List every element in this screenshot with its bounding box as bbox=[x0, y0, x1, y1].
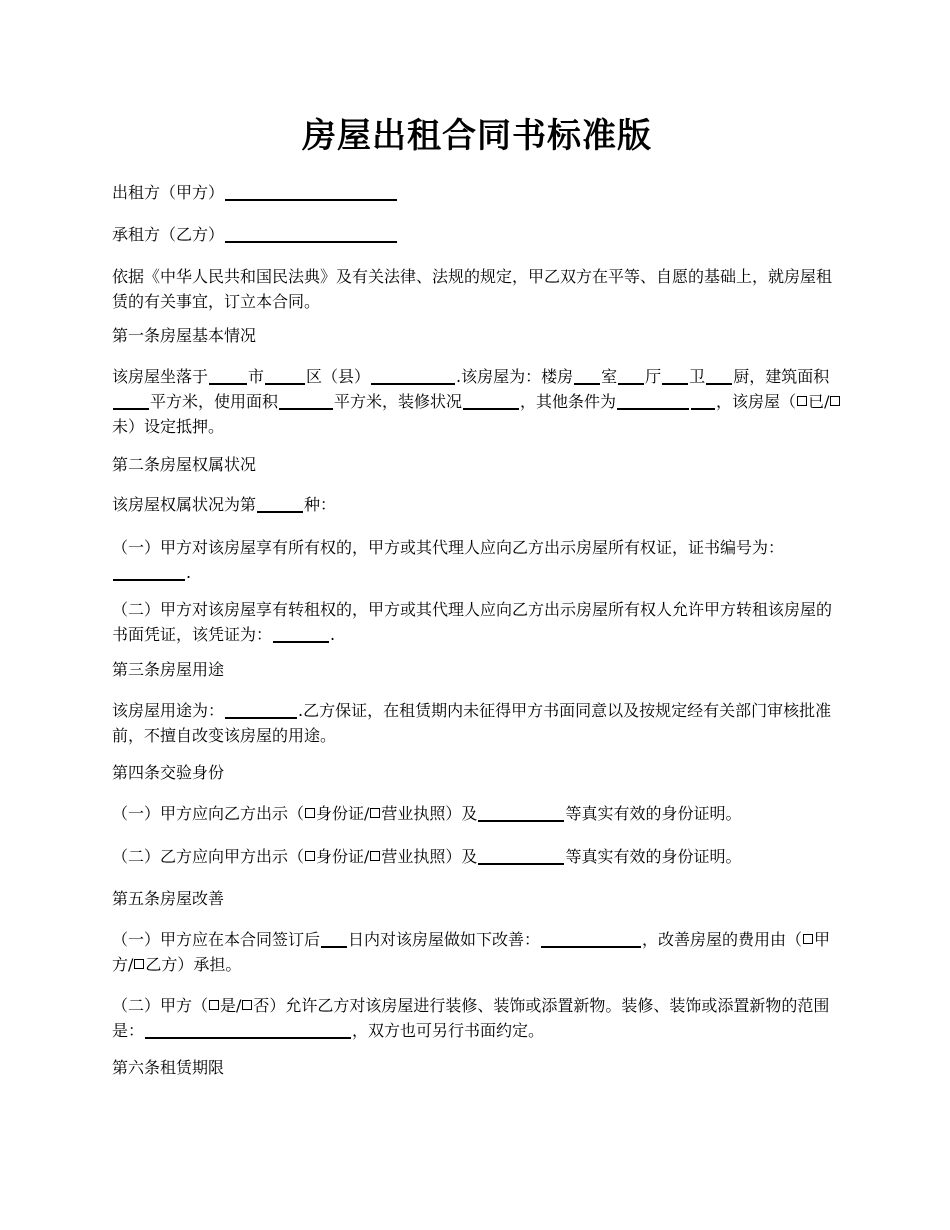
text: .乙方保证，在租赁期内未征得甲方书面同意以及按规定经有关部门审核批准前，不擅自改变该房屋的用途。 bbox=[112, 701, 832, 745]
text: 卫 bbox=[689, 367, 706, 386]
article-2-item-2 bbox=[112, 597, 842, 647]
article-5-item-2 bbox=[112, 993, 842, 1043]
article-4-item-2 bbox=[112, 844, 842, 869]
article-2-item-1 bbox=[112, 535, 842, 585]
article-4-item-1 bbox=[112, 801, 842, 826]
address-blank bbox=[371, 366, 455, 385]
lessee-id-blank bbox=[478, 846, 564, 865]
article-2-heading: 第二条房屋权属状况 bbox=[112, 455, 257, 474]
article-1-body bbox=[112, 364, 842, 439]
article-2-type-line bbox=[112, 492, 842, 517]
text: ，其他条件为 bbox=[520, 392, 617, 411]
lessee-line bbox=[112, 222, 842, 247]
text: 厅 bbox=[645, 367, 662, 386]
article-3-body bbox=[112, 698, 842, 748]
text: 厨，建筑面积 bbox=[733, 367, 830, 386]
lessor-id-blank bbox=[478, 803, 564, 822]
text: 平方米，装修状况 bbox=[334, 392, 463, 411]
checkbox-icon bbox=[305, 808, 315, 818]
text: ，改善房屋的费用由（ bbox=[642, 930, 803, 949]
article-5-item-1 bbox=[112, 927, 842, 977]
text: ，双方也可另行书面约定。 bbox=[352, 1021, 545, 1040]
rooms-blank bbox=[574, 366, 600, 385]
other-conditions-blank-cont bbox=[691, 391, 715, 410]
text: 种： bbox=[304, 495, 337, 514]
checkbox-icon bbox=[134, 959, 144, 969]
building-area-blank bbox=[113, 391, 149, 410]
text: ，该房屋（ bbox=[716, 392, 797, 411]
text: （一）甲方应向乙方出示（ bbox=[112, 804, 305, 823]
text: 等真实有效的身份证明。 bbox=[565, 847, 742, 866]
text: 身份证/ bbox=[316, 804, 370, 823]
article-6-heading: 第六条租赁期限 bbox=[112, 1058, 225, 1077]
decoration-blank bbox=[463, 391, 519, 410]
text: . bbox=[330, 625, 336, 644]
text: （一）甲方对该房屋享有所有权的，甲方或其代理人应向乙方出示房屋所有权证，证书编号为： bbox=[112, 538, 785, 557]
lessee-label: 承租方（乙方） bbox=[112, 225, 225, 244]
usable-area-blank bbox=[279, 391, 333, 410]
text: 市 bbox=[248, 367, 265, 386]
text: 等真实有效的身份证明。 bbox=[565, 804, 742, 823]
text: 身份证/ bbox=[316, 847, 370, 866]
intro-paragraph: 依据《中华人民共和国民法典》及有关法律、法规的规定，甲乙双方在平等、自愿的基础上，就房屋租赁的有关事宜，订立本合同。 bbox=[112, 267, 833, 311]
checkbox-icon bbox=[305, 851, 315, 861]
text: 乙方）承担。 bbox=[145, 955, 242, 974]
checkbox-icon bbox=[209, 1000, 219, 1010]
halls-blank bbox=[618, 366, 644, 385]
text: （一）甲方应在本合同签订后 bbox=[112, 930, 321, 949]
article-5-heading: 第五条房屋改善 bbox=[112, 889, 225, 908]
improvement-blank bbox=[541, 929, 641, 948]
article-3-heading: 第三条房屋用途 bbox=[112, 660, 225, 679]
text: 营业执照）及 bbox=[381, 847, 478, 866]
text: 该房屋权属状况为第 bbox=[112, 495, 257, 514]
checkbox-icon bbox=[830, 396, 840, 406]
checkbox-icon bbox=[370, 851, 380, 861]
city-blank bbox=[209, 366, 247, 385]
text: 否）允许乙方对该房屋进行装修、装饰或添置新物。装修、装饰或添置新物的范围是： bbox=[112, 996, 830, 1040]
text: 该房屋坐落于 bbox=[112, 367, 209, 386]
document-title: 房屋出租合同书标准版 bbox=[302, 116, 652, 156]
district-blank bbox=[265, 366, 305, 385]
text: 区（县） bbox=[306, 367, 371, 386]
text: （二）甲方（ bbox=[112, 996, 209, 1015]
checkbox-icon bbox=[242, 1000, 252, 1010]
text: 日内对该房屋做如下改善： bbox=[348, 930, 541, 949]
text: 未）设定抵押。 bbox=[112, 417, 225, 436]
text: （二）甲方对该房屋享有转租权的，甲方或其代理人应向乙方出示房屋所有权人允许甲方转租该房屋的书面凭证，该凭证为： bbox=[112, 600, 833, 644]
certificate-number-blank bbox=[113, 562, 185, 581]
text: .该房屋为：楼房 bbox=[456, 367, 574, 386]
days-blank bbox=[321, 929, 347, 948]
text: 室 bbox=[601, 367, 618, 386]
article-1-heading: 第一条房屋基本情况 bbox=[112, 326, 257, 345]
article-4-heading: 第四条交验身份 bbox=[112, 763, 225, 782]
text: 是/ bbox=[220, 996, 242, 1015]
text: （二）乙方应向甲方出示（ bbox=[112, 847, 305, 866]
usage-blank bbox=[225, 700, 297, 719]
lessee-blank bbox=[225, 224, 397, 243]
baths-blank bbox=[662, 366, 688, 385]
checkbox-icon bbox=[370, 808, 380, 818]
sublease-certificate-blank bbox=[273, 624, 329, 643]
other-conditions-blank bbox=[617, 391, 689, 410]
kitchens-blank bbox=[706, 366, 732, 385]
text: 甲方/ bbox=[112, 930, 831, 974]
renovation-scope-blank bbox=[145, 1020, 351, 1039]
text: 平方米，使用面积 bbox=[150, 392, 279, 411]
ownership-type-blank bbox=[257, 494, 303, 513]
lessor-label: 出租方（甲方） bbox=[112, 183, 225, 202]
checkbox-icon bbox=[797, 396, 807, 406]
text: 营业执照）及 bbox=[381, 804, 478, 823]
lessor-line bbox=[112, 180, 842, 205]
text: . bbox=[186, 563, 192, 582]
text: 已/ bbox=[808, 392, 830, 411]
text: 该房屋用途为： bbox=[112, 701, 225, 720]
lessor-blank bbox=[225, 182, 397, 201]
checkbox-icon bbox=[803, 934, 813, 944]
